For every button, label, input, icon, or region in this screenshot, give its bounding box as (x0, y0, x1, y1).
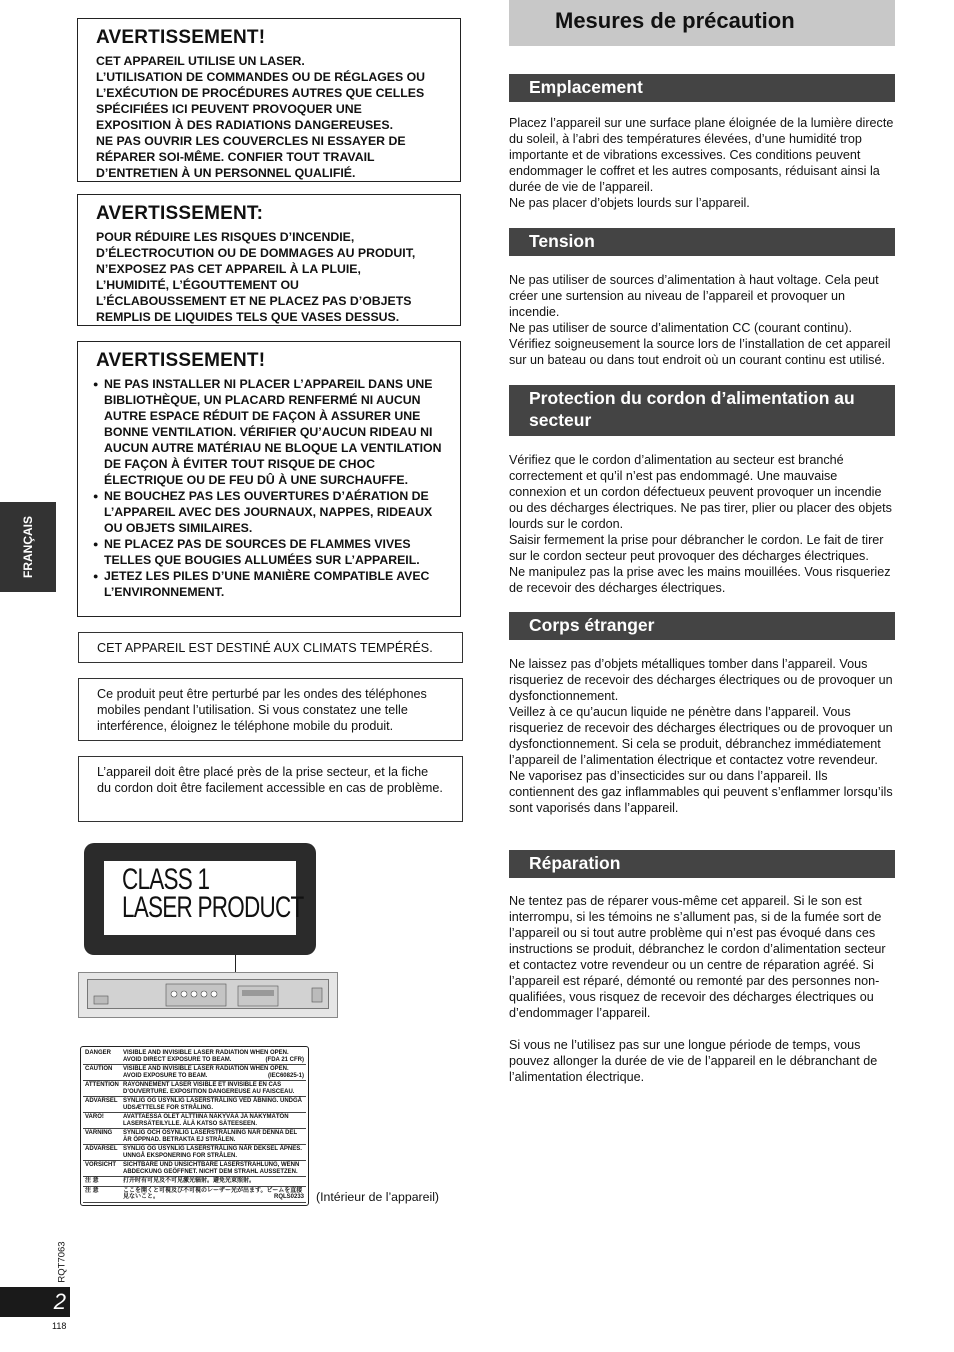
caution-label-row (83, 1145, 306, 1161)
warning-title: AVERTISSEMENT! (96, 350, 266, 371)
paragraph: Ne manipulez pas la prise avec les mains mouillées. Vous risqueriez de recevoir des décharges électriques. (509, 565, 891, 595)
warning-title: AVERTISSEMENT: (96, 203, 264, 224)
caution-label-row (83, 1113, 306, 1129)
doc-code: RQT7063 (56, 1241, 68, 1283)
note-mobile-phone: Ce produit peut être perturbé par les ondes des téléphones mobiles pendant l’utilisation. Si vous constatez une telle interférence, éloignez le téléphone mobile du produit. (78, 678, 463, 741)
warning-bullet-list (94, 376, 448, 600)
section-title-cordon: Protection du cordon d’alimentation au secteur (509, 385, 895, 436)
device-rear-panel (87, 979, 329, 1009)
paragraph: Saisir fermement la prise pour débrancher le cordon. Le fait de tirer sur le cordon secteur peut provoquer des décharges électriques. (509, 533, 884, 563)
warning-line: D’ENTRETIEN À UN PERSONNEL QUALIFIÉ. (96, 166, 356, 180)
caution-label-row (83, 1065, 306, 1081)
warning-title: AVERTISSEMENT! (96, 27, 266, 48)
warning-line: L’ÉCLABOUSSEMENT ET NE PLACEZ PAS D’OBJETS (96, 294, 412, 308)
warning-bullet: ● JETEZ LES PILES D’UNE MANIÈRE COMPATIBLE AVEC L’ENVIRONNEMENT. (94, 568, 448, 600)
paragraph: Ne laissez pas d’objets métalliques tomber dans l’appareil. Vous risqueriez de recevoir des décharges électriques ou de provoquer un dysfonctionnement. (509, 657, 893, 703)
label-caption: (Intérieur de l’appareil) (316, 1190, 440, 1204)
caution-label-language: VARNING (83, 1129, 121, 1145)
caution-label-text (121, 1065, 306, 1081)
warning-box-laser (77, 18, 461, 182)
paragraph-spacer (509, 1021, 895, 1037)
page-number: 2 (53, 1289, 66, 1314)
paragraph: Ne pas utiliser de sources d’alimentation à haut voltage. Cela peut créer une surtension au niveau de l’appareil et provoquer un incendie. (509, 273, 879, 319)
sub-page-number: 118 (52, 1321, 67, 1331)
paragraph: Si vous ne l’utilisez pas sur une longue période de temps, vous pouvez allonger la durée de vie de l’appareil en le débranchant de l’alimentation électrique. (509, 1038, 878, 1084)
warning-line: SPÉCIFIÉES ICI PEUVENT PROVOQUER UNE (96, 102, 362, 116)
warning-bullet: ● NE PLACEZ PAS DE SOURCES DE FLAMMES VIVES TELLES QUE BOUGIES ALLUMÉES SUR L’APPAREIL. (94, 536, 448, 568)
caution-label-reference: (IEC60825-1) (267, 1072, 304, 1079)
warning-line: L’UTILISATION DE COMMANDES OU DE RÉGLAGES OU (96, 70, 426, 84)
page-title: Mesures de précaution (555, 8, 795, 33)
paragraph: Ne tentez pas de réparer vous-même cet appareil. Si le son est interrompu, si les témoins ne s’allument pas, si de la fumée sort de l’appareil ou si tout autre problème qui n’est pas évoqué dans ces instructions se produit, débranchez le cordon d’alimentation secteur et contactez votre revendeur ou un centre de réparation agréé. Si l’appareil est réparé, démonté ou remonté par des personnes non-qualifiées, vous risquez de recevoir des décharges électriques ou d’endommager l’appareil. (509, 894, 886, 1020)
section-title-emplacement: Emplacement (509, 74, 895, 102)
laser-caution-label (80, 1046, 309, 1206)
device-rear-illustration (78, 972, 338, 1018)
caution-label-row (83, 1177, 306, 1187)
caution-label-message: 打开时有可见及不可见激光辐射。避免光束照射。 (123, 1178, 256, 1184)
warning-line: D’ÉLECTROCUTION OU DE DOMMAGES AU PRODUIT, (96, 246, 416, 260)
page-number-box (0, 1287, 70, 1317)
caution-label-text (121, 1177, 306, 1187)
caution-label-text (121, 1049, 306, 1065)
class1-label-inner (104, 861, 304, 935)
caution-label-row (83, 1161, 306, 1177)
warning-line: REMPLIS DE LIQUIDES TELS QUE VASES DESSUS. (96, 310, 400, 324)
warning-line: L’HUMIDITÉ, L’ÉGOUTTEMENT OU (96, 278, 299, 292)
caution-label-row (83, 1049, 306, 1065)
class1-laser-label (84, 843, 316, 955)
warning-box-ventilation (77, 341, 461, 617)
warning-line: RÉPARER SOI-MÊME. CONFIER TOUT TRAVAIL (96, 150, 375, 164)
note-power-outlet: L’appareil doit être placé près de la prise secteur, et la fiche du cordon doit être facilement accessible en cas de problème. (78, 756, 463, 822)
paragraph: Ne vaporisez pas d’insecticides sur ou dans l’appareil. Ils contiennent des gaz inflammables qui peuvent s’enflammer lorsqu’ils sont vaporisés dans l’appareil. (509, 769, 893, 815)
warning-box-fire (77, 194, 461, 326)
class1-label-line2: LASER PRODUCT (122, 891, 304, 924)
caution-label-table (83, 1049, 306, 1203)
connector-icons (88, 980, 328, 1008)
caution-label-reference: (FDA 21 CFR) (265, 1056, 304, 1063)
note-climate: CET APPAREIL EST DESTINÉ AUX CLIMATS TEMPÉRÉS. (78, 632, 463, 663)
warning-line: L’EXÉCUTION DE PROCÉDURES AUTRES QUE CELLES (96, 86, 425, 100)
warning-line: EXPOSITION À DES RADIATIONS DANGEREUSES. (96, 118, 393, 132)
caution-label-text (121, 1081, 306, 1097)
caution-label-text (121, 1129, 306, 1145)
caution-label-message: ここを開くと可視及び不可視のレーザー光が出ます。ビームを直接見ないこと。 (123, 1187, 303, 1200)
caution-label-message: SICHTBARE UND UNSICHTBARE LASERSTRAHLUNG, WENN ABDECKUNG GEÖFFNET. NICHT DEM STRAHL AUSSETZEN. (123, 1162, 300, 1175)
caution-label-text (121, 1113, 306, 1129)
caution-label-language: ADVARSEL (83, 1097, 121, 1113)
caution-label-message: RAYONNEMENT LASER VISIBLE ET INVISIBLE EN CAS D’OUVERTURE. EXPOSITION DANGEREUSE AU FAISCEAU. (123, 1082, 295, 1095)
section-title-reparation: Réparation (509, 850, 895, 878)
paragraph: Vérifiez que le cordon d’alimentation au secteur est branché correctement et qu’il n’est pas endommagé. Une mauvaise connexion et un cordon défectueux peuvent provoquer un incendie ou des décharges électriques. Ne pas tirer, plier ou placer des objets lourds sur le cordon. (509, 453, 892, 531)
caution-label-text (121, 1186, 306, 1202)
caution-label-text (121, 1097, 306, 1113)
warning-line: POUR RÉDUIRE LES RISQUES D’INCENDIE, (96, 230, 355, 244)
caution-label-message: VISIBLE AND INVISIBLE LASER RADIATION WHEN OPEN. AVOID DIRECT EXPOSURE TO BEAM. (123, 1050, 289, 1063)
caution-label-message: SYNLIG OG USYNLIG LASERSTRÅLING NÅR DEKSEL ÅPNES. UNNGÅ EKSPONERING FOR STRÅLEN. (123, 1146, 302, 1159)
caution-label-language: ADVARSEL (83, 1145, 121, 1161)
caution-label-language: VORSICHT (83, 1161, 121, 1177)
warning-line: N’EXPOSEZ PAS CET APPAREIL À LA PLUIE, (96, 262, 361, 276)
caution-label-text (121, 1161, 306, 1177)
warning-bullet: ● NE BOUCHEZ PAS LES OUVERTURES D’AÉRATION DE L’APPAREIL AVEC DES JOURNAUX, NAPPES, RIDEAUX OU OBJETS SIMILAIRES. (94, 488, 448, 536)
paragraph: Ne pas placer d’objets lourds sur l’appareil. (509, 196, 750, 210)
section-body-cordon (509, 452, 895, 596)
paragraph: Ne pas utiliser de source d’alimentation CC (courant continu). Vérifiez soigneusement la source lors de l’installation de cet appareil sur un bateau ou dans tout endroit où un courant continu est utilisé. (509, 321, 891, 367)
section-body-emplacement (509, 115, 895, 211)
warning-bullet: ● NE PAS INSTALLER NI PLACER L’APPAREIL DANS UNE BIBLIOTHÈQUE, UN PLACARD RENFERMÉ NI AUCUN AUTRE ESPACE RÉDUIT DE FAÇON À ASSURER UNE BONNE VENTILATION. VÉRIFIER QU’AUCUN RIDEAU NI AUCUN AUTRE MATÉRIAU NE BLOQUE LA VENTILATION DE FAÇON À ÉVITER TOUT RISQUE DE CHOC ÉLECTRIQUE OU DE FEU DÛ À UNE SURCHAUFFE. (94, 376, 448, 488)
section-body-tension (509, 272, 895, 368)
caution-label-language: VARO! (83, 1113, 121, 1129)
caution-label-row (83, 1081, 306, 1097)
warning-line: CET APPAREIL UTILISE UN LASER. (96, 54, 305, 68)
caution-label-message: VISIBLE AND INVISIBLE LASER RADIATION WHEN OPEN. AVOID EXPOSURE TO BEAM. (123, 1066, 289, 1079)
caution-label-text (121, 1145, 306, 1161)
caution-label-message: AVATTAESSA OLET ALTTIINA NÄKYVÄÄ JA NÄKYMÄTÖN LASERSÄTEILYLLE. ÄLÄ KATSO SÄTEESEEN. (123, 1114, 289, 1127)
caution-label-reference: RQLS0233 (273, 1194, 304, 1200)
section-body-reparation (509, 893, 895, 1085)
caution-label-language: ATTENTION (83, 1081, 121, 1097)
caution-label-row (83, 1186, 306, 1202)
caution-label-row (83, 1129, 306, 1145)
warning-line: NE PAS OUVRIR LES COUVERCLES NI ESSAYER DE (96, 134, 406, 148)
section-title-corps-etranger: Corps étranger (509, 612, 895, 640)
section-body-corps-etranger (509, 656, 895, 816)
section-title-tension: Tension (509, 228, 895, 256)
page-title-bar (509, 0, 895, 46)
caution-label-language: DANGER (83, 1049, 121, 1065)
language-tab-label: FRANÇAIS (21, 516, 35, 578)
caution-label-message: SYNLIG OCH OSYNLIG LASERSTRÅLNING NÄR DENNA DEL ÄR ÖPPNAD. BETRAKTA EJ STRÅLEN. (123, 1130, 298, 1143)
class1-label-line1: CLASS 1 (122, 863, 210, 896)
caution-label-language: CAUTION (83, 1065, 121, 1081)
language-tab (0, 502, 56, 592)
caution-label-language: 注 意 (83, 1177, 121, 1187)
caution-label-message: SYNLIG OG USYNLIG LASERSTRÅLING VED ÅBNING. UNDGÅ UDSÆTTELSE FOR STRÅLING. (123, 1098, 303, 1111)
paragraph: Veillez à ce qu’aucun liquide ne pénètre dans l’appareil. Vous risqueriez de recevoir des décharges électriques ou de provoquer un dysfonctionnement. Si cela se produit, débranchez immédiatement l’appareil de l’alimentation électrique et contactez votre revendeur. (509, 705, 893, 767)
caution-label-row (83, 1097, 306, 1113)
caution-label-language: 注 意 (83, 1186, 121, 1202)
paragraph: Placez l’appareil sur une surface plane éloignée de la lumière directe du soleil, à l’abri des températures élevées, d’une humidité trop importante et de vibrations excessives. Ces conditions peuvent endommager le coffret et les autres composants, réduisant ainsi la durée de vie de l’appareil. (509, 116, 894, 194)
